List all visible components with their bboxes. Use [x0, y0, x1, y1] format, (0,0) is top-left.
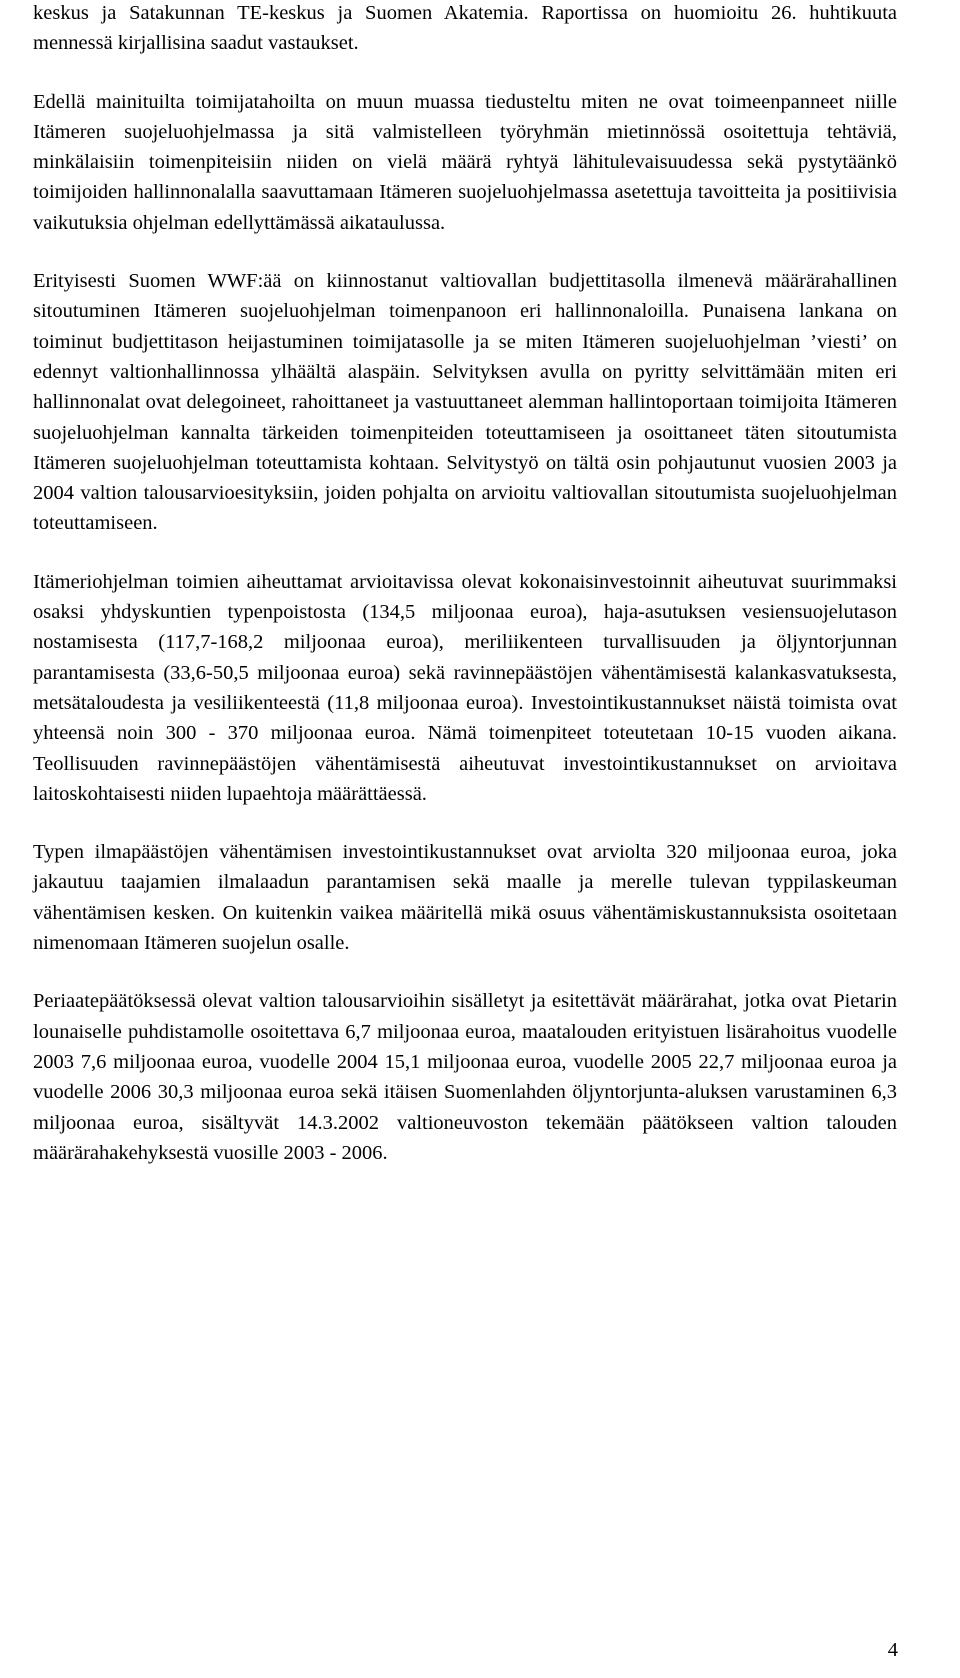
- paragraph-questions: Edellä mainituilta toimijatahoilta on muun muassa tiedusteltu miten ne ovat toimeenpanneet niille Itämeren suojeluohjelmassa ja sitä valmistelleen työryhmän mietinnössä osoitettuja tehtäviä, minkälaisiin toimenpiteisiin niiden on vielä määrä ryhtyä lähitulevaisuudessa sekä pystytäänkö toimijoiden hallinnonalalla saavuttamaan Itämeren suojeluohjelmassa asetettuja tavoitteita ja positiivisia vaikutuksia ohjelman edellyttämässä aikataulussa.: [33, 90, 897, 234]
- paragraph-respondents: keskus ja Satakunnan TE-keskus ja Suomen Akatemia. Raportissa on huomioitu 26. huhtikuuta mennessä kirjallisina saadut vastaukset.: [33, 2, 897, 55]
- paragraph-budget-appropriations: Periaatepäätöksessä olevat valtion talousarvioihin sisälletyt ja esitettävät määrärahat, jotka ovat Pietarin lounaiselle puhdistamolle osoitettava 6,7 miljoonaa euroa, maatalouden erityistuen lisärahoitus vuodelle 2003 7,6 miljoonaa euroa, vuodelle 2004 15,1 miljoonaa euroa, vuodelle 2005 22,7 miljoonaa euroa ja vuodelle 2006 30,3 miljoonaa euroa sekä itäisen Suomenlahden öljyntorjunta-aluksen varustaminen 6,3 miljoonaa euroa, sisältyvät 14.3.2002 valtioneuvoston tekemään päätökseen valtion talouden määrärahakehyksestä vuosille 2003 - 2006.: [33, 990, 897, 1164]
- page-number: 4: [887, 1639, 898, 1661]
- paragraph-investments: Itämeriohjelman toimien aiheuttamat arvioitavissa olevat kokonaisinvestoinnit aiheutuvat suurimmaksi osaksi yhdyskuntien typenpoistosta (134,5 miljoonaa euroa), haja-asutuksen vesiensuojelutason nostamisesta (117,7-168,2 miljoonaa euroa), meriliikenteen turvallisuuden ja öljyntorjunnan parantamisesta (33,6-50,5 miljoonaa euroa) sekä ravinnepäästöjen vähentämisestä kalankasvatuksesta, metsätaloudesta ja vesiliikenteestä (11,8 miljoonaa euroa). Investointikustannukset näistä toimista ovat yhteensä noin 300 - 370 miljoonaa euroa. Nämä toimenpiteet toteutetaan 10-15 vuoden aikana. Teollisuuden ravinnepäästöjen vähentämisestä aiheutuvat investointikustannukset on arvioitava laitoskohtaisesti niiden lupaehtoja määrättäessä.: [33, 570, 897, 805]
- document-page: [33, 0, 897, 1168]
- paragraph-nitrogen-emissions: Typen ilmapäästöjen vähentämisen investointikustannukset ovat arviolta 320 miljoonaa euroa, joka jakautuu taajamien ilmalaadun parantamisen sekä maalle ja merelle tulevan typpilaskeuman vähentämisen kesken. On kuitenkin vaikea määritellä mikä osuus vähentämiskustannuksista osoitetaan nimenomaan Itämeren suojelun osalle.: [33, 841, 897, 955]
- paragraph-wwf-interest: Erityisesti Suomen WWF:ää on kiinnostanut valtiovallan budjettitasolla ilmenevä määrärahallinen sitoutuminen Itämeren suojeluohjelman toimenpanoon eri hallinnonaloilla. Punaisena lankana on toiminut budjettitason heijastuminen toimijatasolle ja se miten Itämeren suojeluohjelman ’viesti’ on edennyt valtionhallinnossa ylhäältä alaspäin. Selvityksen avulla on pyritty selvittämään miten eri hallinnonalat ovat delegoineet, rahoittaneet ja vastuuttaneet alemman hallintoportaan toimijoita Itämeren suojeluohjelman kannalta tärkeiden toimenpiteiden toteuttamiseen ja osoittaneet täten sitoutumista Itämeren suojeluohjelman toteuttamista kohtaan. Selvitystyö on tältä osin pohjautunut vuosien 2003 ja 2004 valtion talousarvioesityksiin, joiden pohjalta on arvioitu valtiovallan sitoutumista suojeluohjelman toteuttamiseen.: [33, 270, 897, 535]
